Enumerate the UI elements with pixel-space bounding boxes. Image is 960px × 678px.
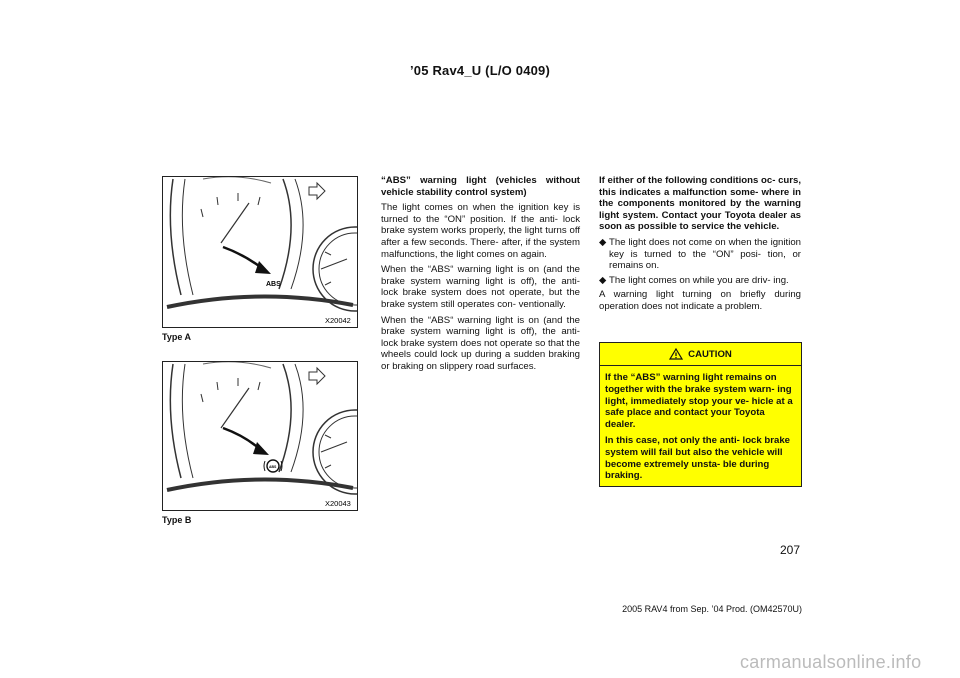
instrument-cluster-illustration bbox=[163, 362, 357, 510]
page-footer: 2005 RAV4 from Sep. ’04 Prod. (OM42570U) bbox=[622, 604, 802, 614]
list-item bbox=[599, 275, 801, 287]
figure-type-b bbox=[162, 361, 358, 511]
abs-warning-symbol: ABS bbox=[269, 465, 277, 469]
caution-header bbox=[600, 343, 801, 366]
section-heading: “ABS” warning light (vehicles without vehicle stability control system) bbox=[381, 175, 580, 198]
list-item-text: The light comes on while you are driv- ing. bbox=[609, 274, 789, 286]
figure-code: X20043 bbox=[325, 499, 351, 508]
bullet-diamond-icon: ◆ bbox=[599, 274, 607, 286]
intro-paragraph: If either of the following conditions oc- curs, this indicates a malfunction some- where in the components monitored by the warning light system. Contact your Toyota dealer as soon as possible to service the vehicle. bbox=[599, 175, 802, 233]
right-column bbox=[599, 175, 801, 317]
page-number: 207 bbox=[780, 543, 801, 557]
figure-caption: Type A bbox=[162, 332, 192, 342]
list-item-text: The light does not come on when the ignition key is turned to the “ON” posi- tion, or remains on. bbox=[609, 236, 801, 272]
figure-code: X20042 bbox=[325, 316, 351, 325]
abs-warning-symbol: ABS bbox=[266, 281, 281, 288]
body-paragraph: The light comes on when the ignition key is turned to the “ON” position. If the anti- lock brake system works properly, the light turns off after a few seconds. There- after, if the system malfunctions, the light comes on again. bbox=[381, 202, 580, 260]
caution-title: CAUTION bbox=[688, 348, 732, 360]
caution-box bbox=[599, 342, 802, 487]
figure-type-a bbox=[162, 176, 358, 328]
instrument-cluster-illustration bbox=[163, 177, 357, 327]
middle-column bbox=[381, 175, 580, 377]
body-paragraph: When the “ABS“ warning light is on (and the brake system warning light is off), the anti- lock brake system does not operate, but the brake system still operates con- ventionally. bbox=[381, 264, 580, 310]
bullet-diamond-icon: ◆ bbox=[599, 236, 607, 248]
warning-triangle-icon bbox=[669, 348, 683, 360]
caution-body bbox=[600, 366, 801, 492]
page-header: ’05 Rav4_U (L/O 0409) bbox=[409, 63, 551, 78]
watermark: carmanualsonline.info bbox=[740, 652, 922, 672]
caution-paragraph: If the “ABS” warning light remains on together with the brake system warn- ing light, immediately stop your ve- hicle at a safe place and contact your Toyota dealer. bbox=[605, 372, 793, 431]
body-paragraph: When the “ABS“ warning light is on (and the brake system warning light is off), the anti- lock brake system does not operate so that the wheels could lock up during a sudden braking or braking on slippery road surfaces. bbox=[381, 314, 580, 372]
note-paragraph: A warning light turning on briefly during operation does not indicate a problem. bbox=[599, 289, 801, 312]
list-item bbox=[599, 237, 801, 272]
figure-caption: Type B bbox=[162, 515, 192, 525]
caution-paragraph: In this case, not only the anti- lock brake system will fail but also the vehicle will become extremely unsta- ble during braking. bbox=[605, 434, 790, 482]
